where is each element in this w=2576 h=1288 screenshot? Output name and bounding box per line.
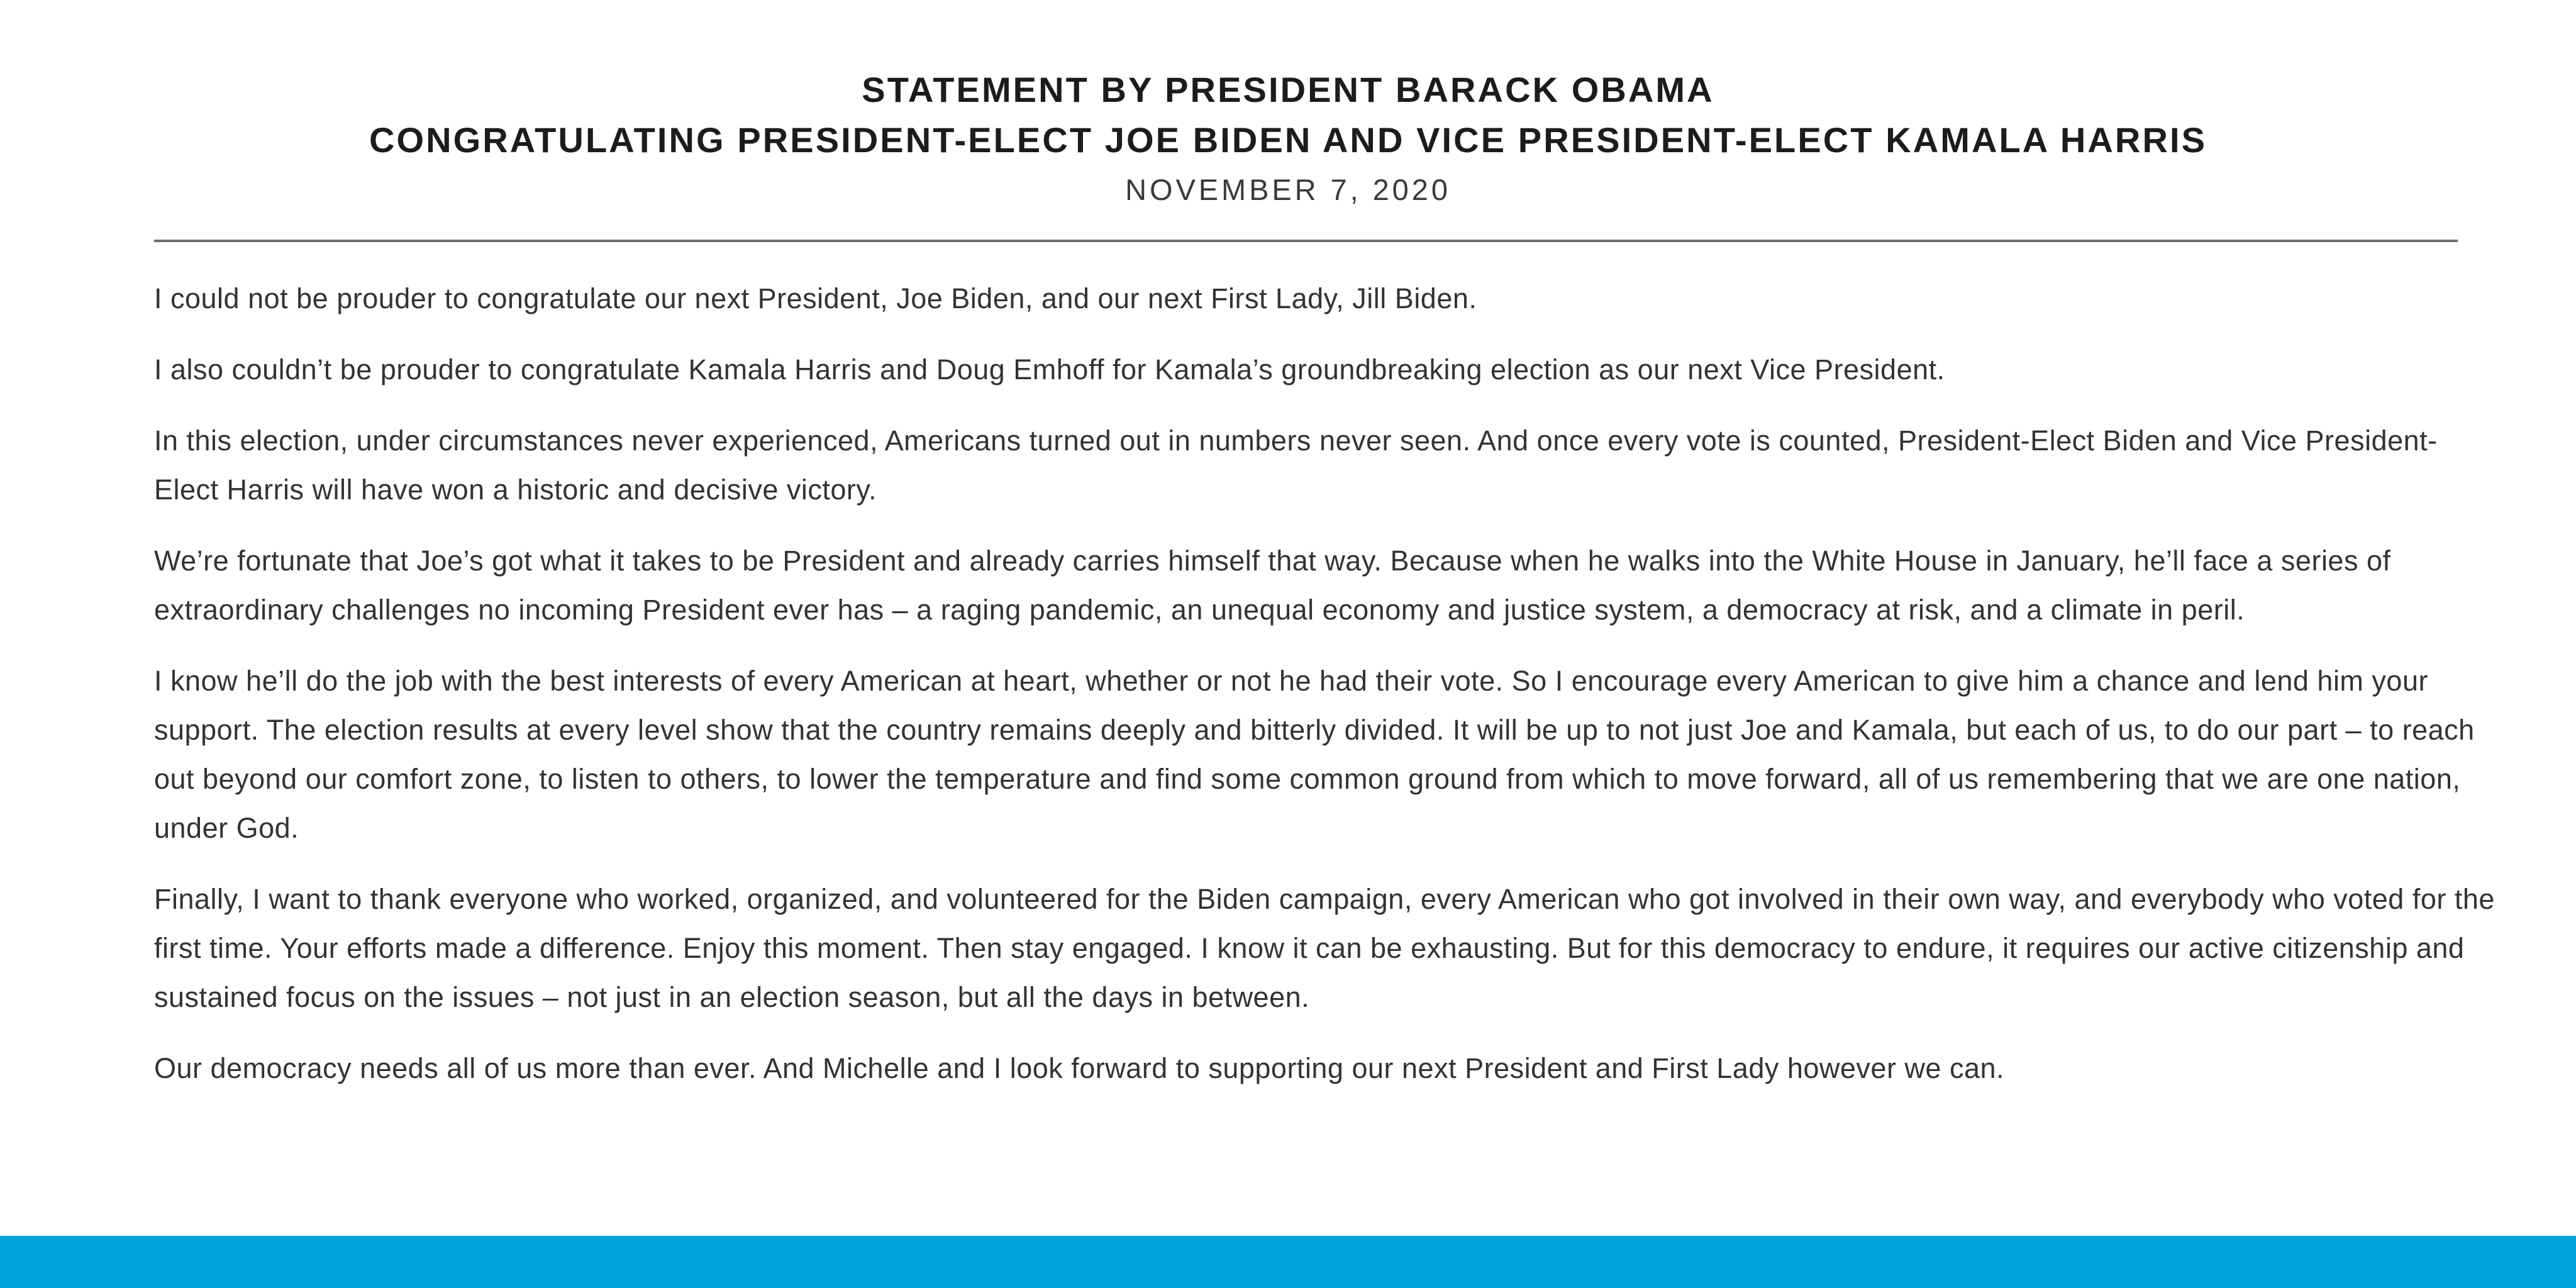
footer-accent-bar [0,1236,2576,1288]
statement-paragraph: I also couldn’t be prouder to congratulate Kamala Harris and Doug Emhoff for Kamala’s groundbreaking election as our next Vice President. [154,353,1945,386]
statement-paragraph: Finally, I want to thank everyone who worked, organized, and volunteered for the Biden campaign, every American who got involved in their own way, and everybody who voted for the first time. Your efforts made a difference. Enjoy this moment. Then stay engaged. I know it can be exhausting. But for this democracy to endure, it requires our active citizenship and sustained focus on the issues – not just in an election season, but all the days in between. [154,883,2495,1013]
statement-header [0,0,2576,214]
statement-paragraph: I could not be prouder to congratulate our next President, Joe Biden, and our next First Lady, Jill Biden. [154,282,1477,314]
statement-paragraph: In this election, under circumstances never experienced, Americans turned out in numbers never seen. And once every vote is counted, President-Elect Biden and Vice President-Elect Harris will have won a historic and decisive victory. [154,425,2438,506]
statement-title-line2: CONGRATULATING PRESIDENT-ELECT JOE BIDEN AND VICE PRESIDENT-ELECT KAMALA HARRIS [369,120,2207,160]
statement-paragraph: Our democracy needs all of us more than ever. And Michelle and I look forward to supporting our next President and First Lady however we can. [154,1052,2005,1084]
statement-title-line1: STATEMENT BY PRESIDENT BARACK OBAMA [862,70,1714,109]
statement-date: NOVEMBER 7, 2020 [1125,173,1451,206]
statement-body [154,242,2495,1093]
statement-paragraph: We’re fortunate that Joe’s got what it takes to be President and already carries himself that way. Because when he walks into the White House in January, he’ll face a series of extraordinary challenges no incoming President ever has – a raging pandemic, an unequal economy and justice system, a democracy at risk, and a climate in peril. [154,545,2391,626]
statement-paragraph: I know he’ll do the job with the best interests of every American at heart, whether or not he had their vote. So I encourage every American to give him a chance and lend him your support. The election results at every level show that the country remains deeply and bitterly divided. It will be up to not just Joe and Kamala, but each of us, to do our part – to reach out beyond our comfort zone, to listen to others, to lower the temperature and find some common ground from which to move forward, all of us remembering that we are one nation, under God. [154,665,2475,844]
